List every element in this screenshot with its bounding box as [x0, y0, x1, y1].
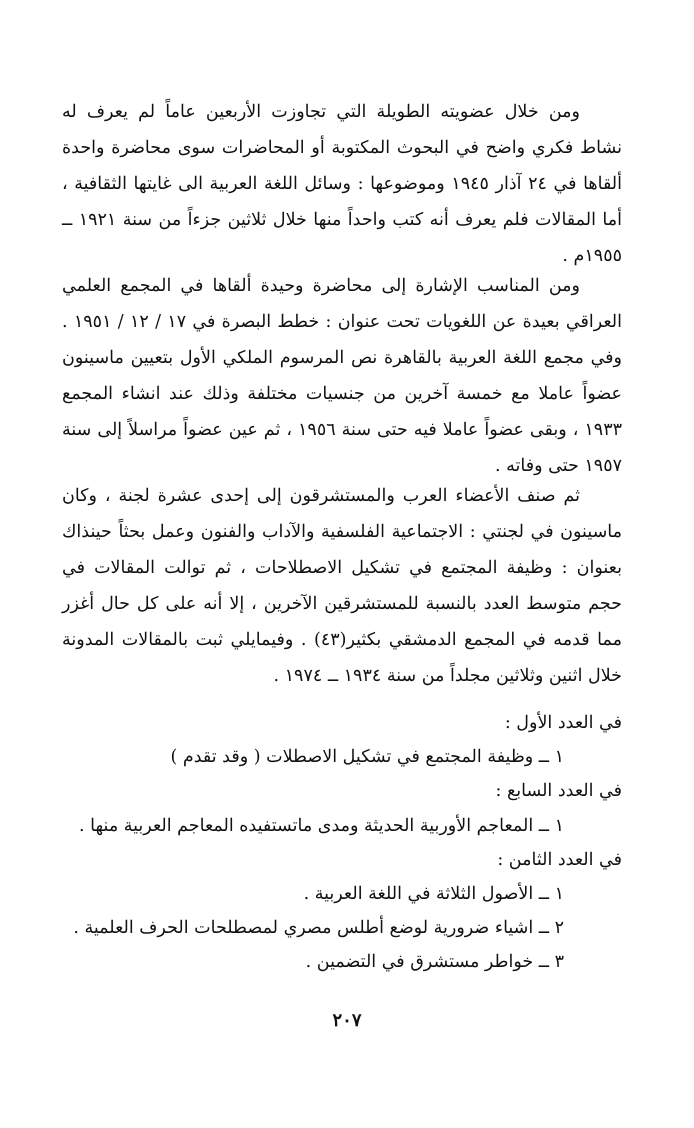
article-item: ١ ــ المعاجم الأوربية الحديثة ومدى ماتستفيده المعاجم العربية منها .	[79, 815, 564, 836]
page-number: ٢٠٧	[332, 1010, 362, 1031]
paragraph-membership: ومن خلال عضويته الطويلة التي تجاوزت الأربعين عاماً لم يعرف له نشاط فكري واضح في البحوث المكتوبة أو المحاضرات سوى محاضرة واحدة ألقاها في ٢٤ آذار ١٩٤٥ وموضوعها : وسائل اللغة العربية الى غايتها الثقافية ، أما المقالات فلم يعرف أنه كتب واحداً منها خلال ثلاثين جزءاً من سنة ١٩٢١ ــ ١٩٥٥م .	[62, 102, 623, 266]
article-item: ١ ــ وظيفة المجتمع في تشكيل الاصطلات ( وقد تقدم )	[170, 747, 564, 768]
paragraph-committees: ثم صنف الأعضاء العرب والمستشرقون إلى إحدى عشرة لجنة ، وكان ماسينون في لجنتي : الاجتماعية الفلسفية والآداب والفنون وعمل بحثاً حينذاك بعنوان : وظيفة المجتمع في تشكيل الاصطلاحات ، ثم توالت المقالات في حجم متوسط العدد بالنسبة للمستشرقين الآخرين ، إلا أنه على كل حال أغزر مما قدمه في المجمع الدمشقي بكثير(٤٣) . وفيمايلي ثبت بالمقالات المدونة خلال اثنين وثلاثين مجلداً من سنة ١٩٣٤ ــ ١٩٧٤ .	[62, 486, 623, 686]
article-item: ١ ــ الأصول الثلاثة في اللغة العربية .	[303, 883, 564, 904]
article-item: ٢ ــ اشياء ضرورية لوضع أطلس مصري لمصطلحات الحرف العلمية .	[73, 918, 564, 939]
issue-heading: في العدد السابع :	[495, 781, 622, 802]
paragraph-lecture-and-cairo-academy: ومن المناسب الإشارة إلى محاضرة وحيدة ألقاها في المجمع العلمي العراقي بعيدة عن اللغويات تحت عنوان : خطط البصرة في ١٧ / ١٢ / ١٩٥١ . وفي مجمع اللغة العربية بالقاهرة نص المرسوم الملكي الأول بتعيين ماسينون عضواً عاملا مع خمسة آخرين من جنسيات مختلفة وذلك عند انشاء المجمع ١٩٣٣ ، وبقى عضواً عاملا فيه حتى سنة ١٩٥٦ ، ثم عين عضواً مراسلاً إلى سنة ١٩٥٧ حتى وفاته .	[62, 276, 622, 476]
articles-list	[62, 706, 622, 980]
issue-heading: في العدد الثامن :	[497, 849, 622, 870]
article-item: ٣ ــ خواطر مستشرق في التضمين .	[305, 952, 564, 973]
issue-heading: في العدد الأول :	[504, 713, 622, 733]
